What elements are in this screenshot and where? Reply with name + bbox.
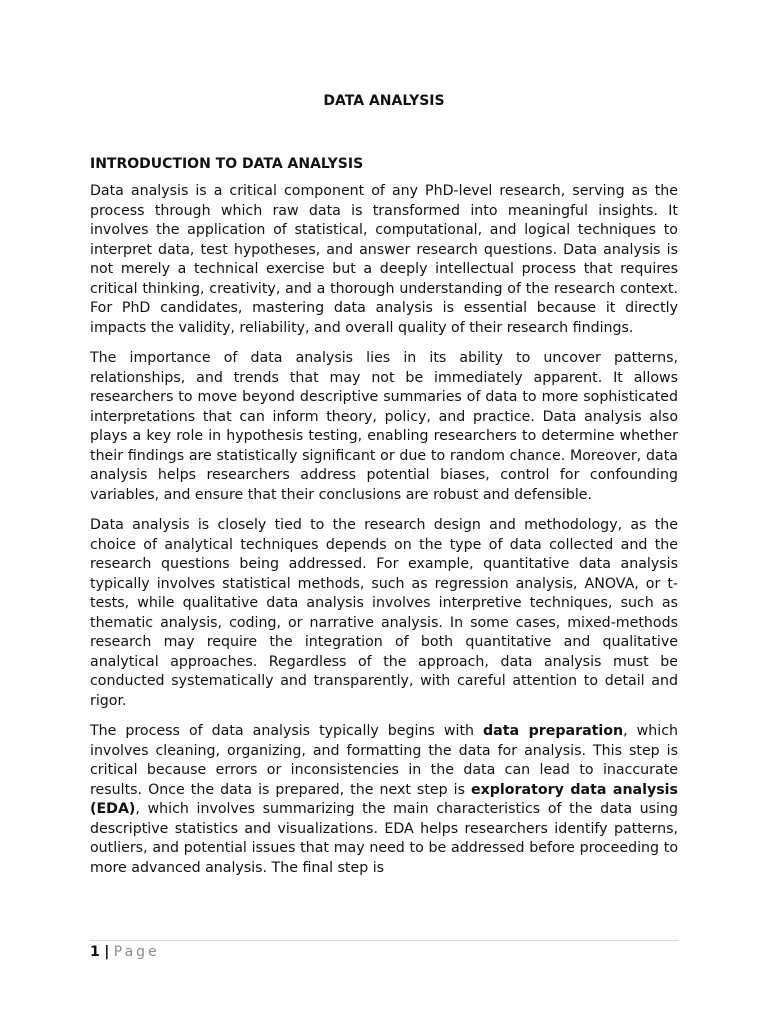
page-number: 1 — [90, 944, 100, 960]
footer-separator: | — [104, 944, 110, 960]
paragraph-intro: Data analysis is a critical component of any PhD-level research, serving as the process through which raw data is transformed into meaningful insights. It involves the application of statistical, computational, and logical techniques to interpret data, test hypotheses, and answer research questions. Data analysis is not merely a technical exercise but a deeply intellectual process that requires critical thinking, creativity, and a thorough understanding of the research context. For PhD candidates, mastering data analysis is essential because it directly impacts the validity, reliability, and overall quality of their research findings. — [90, 183, 678, 336]
process-text-2: , which involves cleaning, organizing, and formatting the data for analysis. This step is critical because errors or inconsistencies in the data can lead to inaccurate results. Once the data is prepared, the next step is — [90, 723, 679, 798]
page-label: Page — [113, 944, 160, 960]
section-heading: INTRODUCTION TO DATA ANALYSIS — [90, 156, 364, 172]
paragraph-process — [90, 722, 678, 878]
paragraph-methodology: Data analysis is closely tied to the research design and methodology, as the choice of analytical techniques depends on the type of data collected and the research questions being addressed. For example, quantitative data analysis typically involves statistical methods, such as regression analysis, ANOVA, or t-tests, while qualitative data analysis involves interpretive techniques, such as thematic analysis, coding, or narrative analysis. In some cases, mixed-methods research may require the integration of both quantitative and qualitative analytical approaches. Regardless of the approach, data analysis must be conducted systematically and transparently, with careful attention to detail and rigor. — [90, 517, 678, 709]
process-bold-eda: exploratory data analysis (EDA) — [90, 781, 678, 817]
process-text-1: The process of data analysis typically begins with — [90, 723, 484, 739]
process-text-3: , which involves summarizing the main characteristics of the data using descriptive statistics and visualizations. EDA helps researchers identify patterns, outliers, and potential issues that may need to be addressed before proceeding to more advanced analysis. The final step is — [90, 801, 678, 876]
page-footer — [90, 940, 678, 961]
process-bold-data-preparation: data preparation — [483, 723, 624, 739]
page-content — [90, 90, 678, 889]
paragraph-importance: The importance of data analysis lies in its ability to uncover patterns, relationships, and trends that may not be immediately apparent. It allows researchers to move beyond descriptive summaries of data to more sophisticated interpretations that can inform theory, policy, and practice. Data analysis also plays a key role in hypothesis testing, enabling researchers to determine whether their findings are statistically significant or due to random chance. Moreover, data analysis helps researchers address potential biases, control for confounding variables, and ensure that their conclusions are robust and defensible. — [90, 350, 678, 503]
document-title: DATA ANALYSIS — [323, 93, 445, 109]
